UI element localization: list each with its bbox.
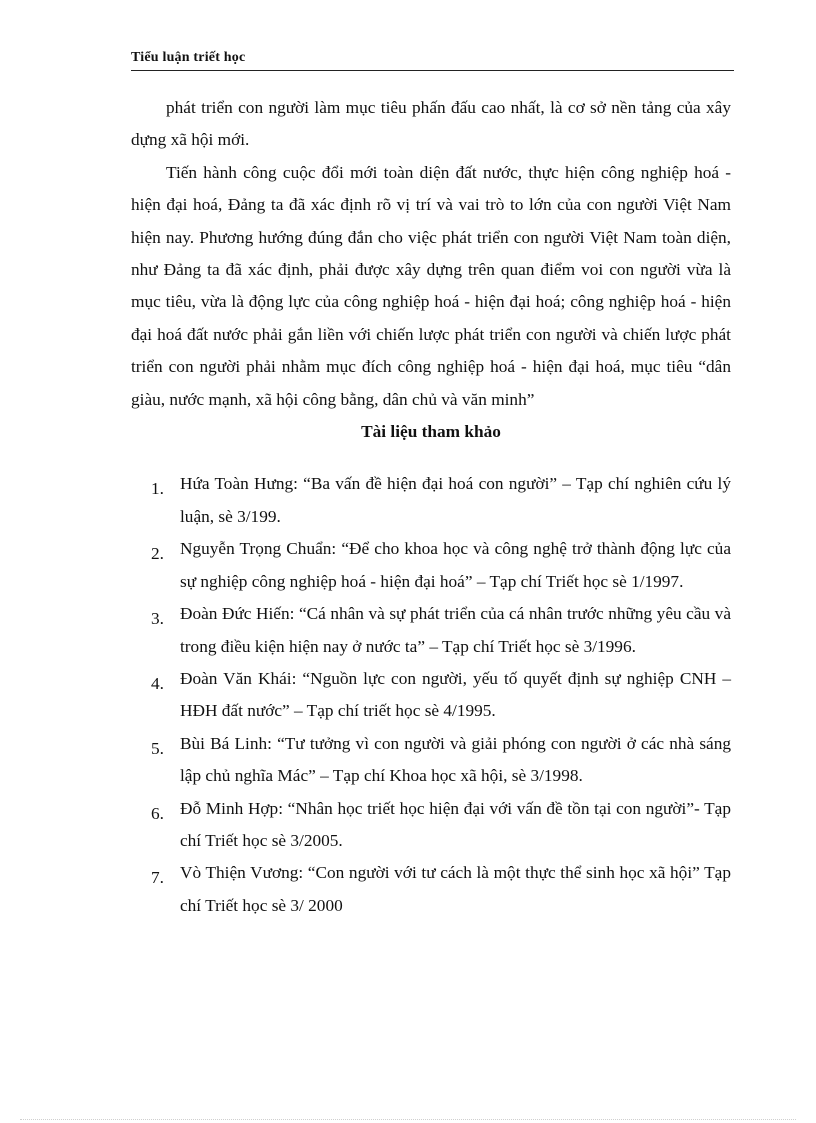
reference-text: Vò Thiện Vương: “Con người với tư cách là một thực thể sinh học xã hội” Tạp chí Triết học sè 3/ 2000 [180,863,731,915]
reference-item [131,857,731,922]
page-header [131,49,734,71]
reference-text: Hứa Toàn Hưng: “Ba vấn đề hiện đại hoá con người” – Tạp chí nghiên cứu lý luận, sè 3/199. [180,474,731,526]
references-list [131,468,731,922]
reference-item [131,468,731,533]
reference-item [131,728,731,793]
reference-text: Đoàn Văn Khái: “Nguồn lực con người, yếu tố quyết định sự nghiệp CNH – HĐH đất nước” – Tạp chí triết học sè 4/1995. [180,668,731,721]
reference-number: 1. [151,479,164,499]
document-body [131,92,731,922]
header-title: Tiểu luận triết học [131,50,246,65]
page-footer-divider [20,1119,796,1120]
reference-text: Đoàn Đức Hiến: “Cá nhân và sự phát triển của cá nhân trước những yêu cầu và trong điều kiện hiện nay ở nước ta” – Tạp chí Triết học sè 3/1996. [180,604,731,656]
paragraph-2: Tiến hành công cuộc đổi mới toàn diện đất nước, thực hiện công nghiệp hoá - hiện đại hoá, Đảng ta đã xác định rõ vị trí và vai trò to lớn của con người Việt Nam hiện nay. Phương hướng đúng đắn cho việc phát triển con người Việt Nam toàn diện, như Đảng ta đã xác định, phải được xây dựng trên quan điểm voi con người vừa là mục tiêu, vừa là động lực của công nghiệp hoá - hiện đại hoá; công nghiệp hoá - hiện đại hoá đất nước phải gắn liền với chiến lược phát triển con người và chiến lược phát triển con người phải nhằm mục đích công nghiệp hoá - hiện đại hoá, mục tiêu “dân giàu, nước mạnh, xã hội công bằng, dân chủ và văn minh” [131,162,731,409]
reference-number: 6. [151,803,164,823]
reference-text: Đỗ Minh Hợp: “Nhân học triết học hiện đại với vấn đề tồn tại con người”- Tạp chí Triết học sè 3/2005. [180,798,731,850]
reference-number: 7. [151,868,164,888]
paragraph-1: phát triển con người làm mục tiêu phấn đấu cao nhất, là cơ sở nền tảng của xây dựng xã hội mới. [131,98,731,150]
reference-item [131,793,731,858]
reference-number: 3. [151,609,164,629]
reference-text: Bùi Bá Linh: “Tư tưởng vì con người và giải phóng con người ở các nhà sáng lập chủ nghĩa Mác” – Tạp chí Khoa học xã hội, sè 3/1998. [180,733,731,786]
reference-item [131,663,731,728]
references-title: Tài liệu tham khảo [361,422,501,442]
reference-number: 5. [151,738,164,758]
reference-item [131,533,731,598]
reference-text: Nguyễn Trọng Chuẩn: “Để cho khoa học và công nghệ trở thành động lực của sự nghiệp công nghiệp hoá - hiện đại hoá” – Tạp chí Triết học sè 1/1997. [180,539,731,591]
reference-item [131,598,731,663]
reference-number: 2. [151,544,164,564]
reference-number: 4. [151,673,164,693]
